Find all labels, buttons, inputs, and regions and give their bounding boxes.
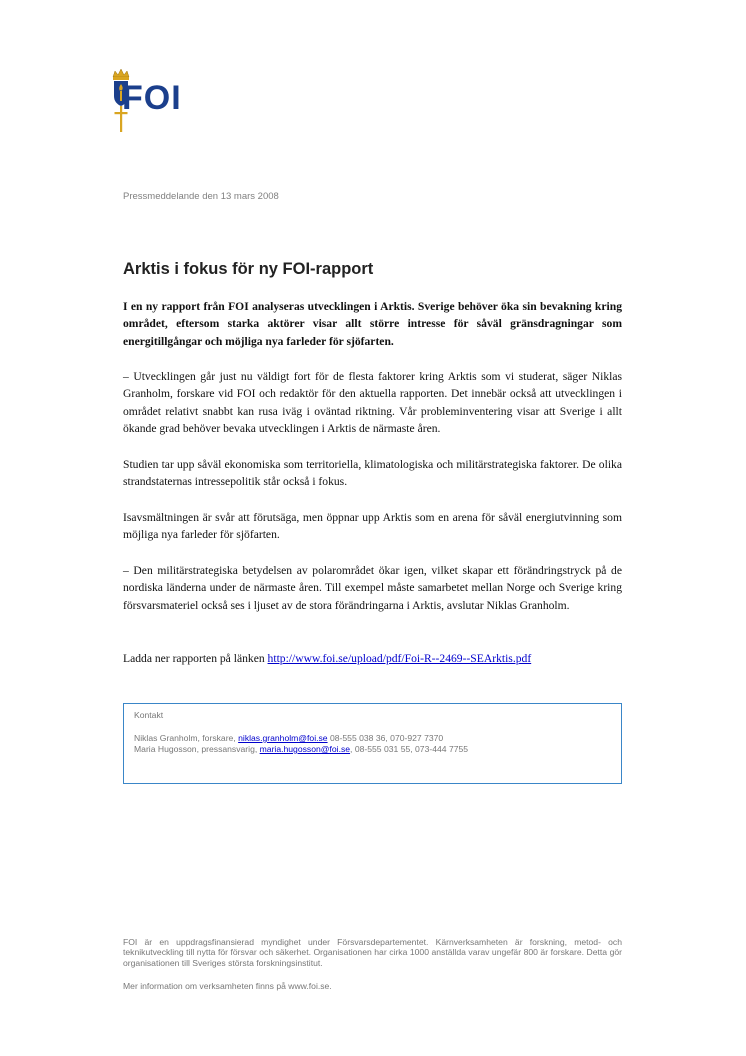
body-paragraph: Studien tar upp såväl ekonomiska som territoriella, klimatologiska och militärstrategiska faktorer. De olika strandstaternas intressepolitik står också i fokus.: [123, 458, 622, 489]
contact-phone: , 08-555 031 55, 073-444 7755: [350, 744, 469, 754]
logo-wordmark: FOI: [122, 79, 182, 117]
contact-row: [134, 744, 468, 754]
page-title: Arktis i fokus för ny FOI-rapport: [123, 260, 374, 278]
contact-row: [134, 733, 443, 743]
contact-box: [123, 703, 622, 784]
contact-name: Niklas Granholm, forskare,: [134, 733, 239, 743]
footer-more-info: Mer information om verksamheten finns på www.foi.se.: [123, 981, 332, 991]
lead-paragraph: I en ny rapport från FOI analyseras utvecklingen i Arktis. Sverige behöver öka sin bevakning kring området, eftersom starka aktörer visar allt större intresse för såväl gränsdragningar som energitillgångar och möjliga nya farleder för sjöfarten.: [123, 300, 622, 348]
contact-label: Kontakt: [134, 710, 164, 720]
body-paragraph: – Den militärstrategiska betydelsen av polarområdet ökar igen, vilket skapar ett förändringstryck på de nordiska länderna under de närmaste åren. Till exempel måste samarbetet mellan Norge och Sverige kring försvarsmateriel också ses i ljuset av de stora förändringarna i Arktis, avslutar Niklas Granholm.: [123, 564, 622, 612]
contact-phone: 08-555 038 36, 070-927 7370: [327, 733, 444, 743]
contact-email-link[interactable]: niklas.granholm@foi.se: [238, 733, 328, 743]
download-text: Ladda ner rapporten på länken: [123, 652, 268, 665]
body-paragraph: Isavsmältningen är svår att förutsäga, men öppnar upp Arktis som en arena för såväl energiutvinning som möjliga nya farleder för sjöfarten.: [123, 511, 622, 542]
contact-email-link[interactable]: maria.hugosson@foi.se: [259, 744, 351, 754]
report-download-link[interactable]: http://www.foi.se/upload/pdf/Foi-R--2469--SEArktis.pdf: [267, 652, 532, 665]
dateline: Pressmeddelande den 13 mars 2008: [123, 191, 279, 202]
body-paragraph: – Utvecklingen går just nu väldigt fort för de flesta faktorer kring Arktis som vi studerat, säger Niklas Granholm, forskare vid FOI och redaktör för den aktuella rapporten. Det innebär också att utvecklingen i området relativt snabbt kan rusa iväg i oväntad riktning. Vår probleminventering visar att Sverige i allt ökande grad behöver bevaka utvecklingen i Arktis de närmaste åren.: [123, 370, 622, 436]
footer-about: FOI är en uppdragsfinansierad myndighet under Försvarsdepartementet. Kärnverksamheten är forskning, metod- och teknikutveckling till nytta för försvar och säkerhet. Organisationen har cirka 1000 anställda varav ungefär 800 är forskare. Detta gör organisationen till Sveriges största forskningsinstitut.: [123, 937, 622, 968]
contact-name: Maria Hugosson, pressansvarig,: [134, 744, 260, 754]
download-paragraph: [123, 650, 622, 667]
